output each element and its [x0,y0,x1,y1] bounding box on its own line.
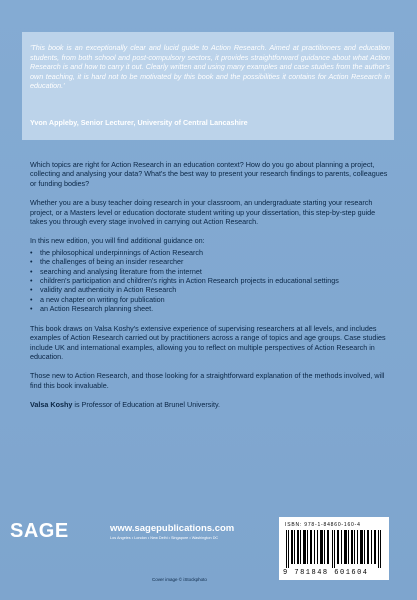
publisher-block [10,520,250,560]
review-quote-box [22,32,394,140]
isbn-text: ISBN: 978-1-84860-160-4 [285,522,361,528]
blurb-paragraph-4: This book draws on Valsa Koshy's extensive experience of supervising researchers at all levels, and includes examples of Action Research carried out by practitioners across a range of topics and age groups. Case studies include UK and international examples, allowing you to reflect on multiple perspectives of Action Research in education. [30,323,386,361]
blurb-paragraph-5: Those new to Action Research, and those looking for a straightforward explanation of the methods involved, will find this book invaluable. [30,371,385,390]
author-bio-text: is Professor of Education at Brunel University. [72,400,221,410]
blurb-paragraph-2: Whether you are a busy teacher doing research in your classroom, an undergraduate starting your research project, or a Masters level or education doctorate student writing up your dissertation, this step-by-step guide takes you through every stage involved in carrying out Action Research. [30,198,376,227]
barcode-icon [284,530,384,568]
publisher-cities: Los Angeles • London • New Delhi • Singapore • Washington DC [110,536,219,540]
sage-logo [10,520,69,543]
review-quote: 'This book is an exceptionally clear and lucid guide to Action Research. Aimed at practitioners and education students, from both school and post-compulsory sectors, it provides straightforward guidance about what Action Research is and how to carry it out. Clearly written and using many examples and case studies from the author's own teaching, it is hard not to be motivated by this book and the possibilities it contains for Action Research in education.' [30,43,390,90]
cover-image-credit: Cover image © iStockphoto [152,577,207,582]
list-item: • children's participation and children's rights in Action Research projects in educational settings [30,276,388,285]
blurb-paragraph-1: Which topics are right for Action Research in an education context? How do you go about planning a project, collecting and analysing your data? What's the best way to present your research findings to parents, colleagues or funding bodies? [30,160,388,188]
list-item: • an Action Research planning sheet. [30,304,388,313]
author-bio [30,400,388,409]
list-item: • the challenges of being an insider researcher [30,257,388,266]
review-quote-author: Yvon Appleby, Senior Lecturer, University of Central Lancashire [30,118,248,127]
list-item: • validity and authenticity in Action Research [30,285,388,294]
list-item: • searching and analysing literature from the internet [30,267,388,276]
blurb [30,160,388,420]
author-name: Valsa Koshy [30,400,73,410]
publisher-url: www.sagepublications.com [110,523,235,534]
sage-logo-text: SAGE [10,520,69,542]
blurb-paragraph-3: In this new edition, you will find additional guidance on: [30,236,205,246]
barcode-box [279,517,389,580]
barcode-digits: 9 781848 601604 [283,569,369,577]
guidance-list [30,248,388,314]
list-item: • the philosophical underpinnings of Action Research [30,248,388,257]
list-item: • a new chapter on writing for publication [30,295,388,304]
